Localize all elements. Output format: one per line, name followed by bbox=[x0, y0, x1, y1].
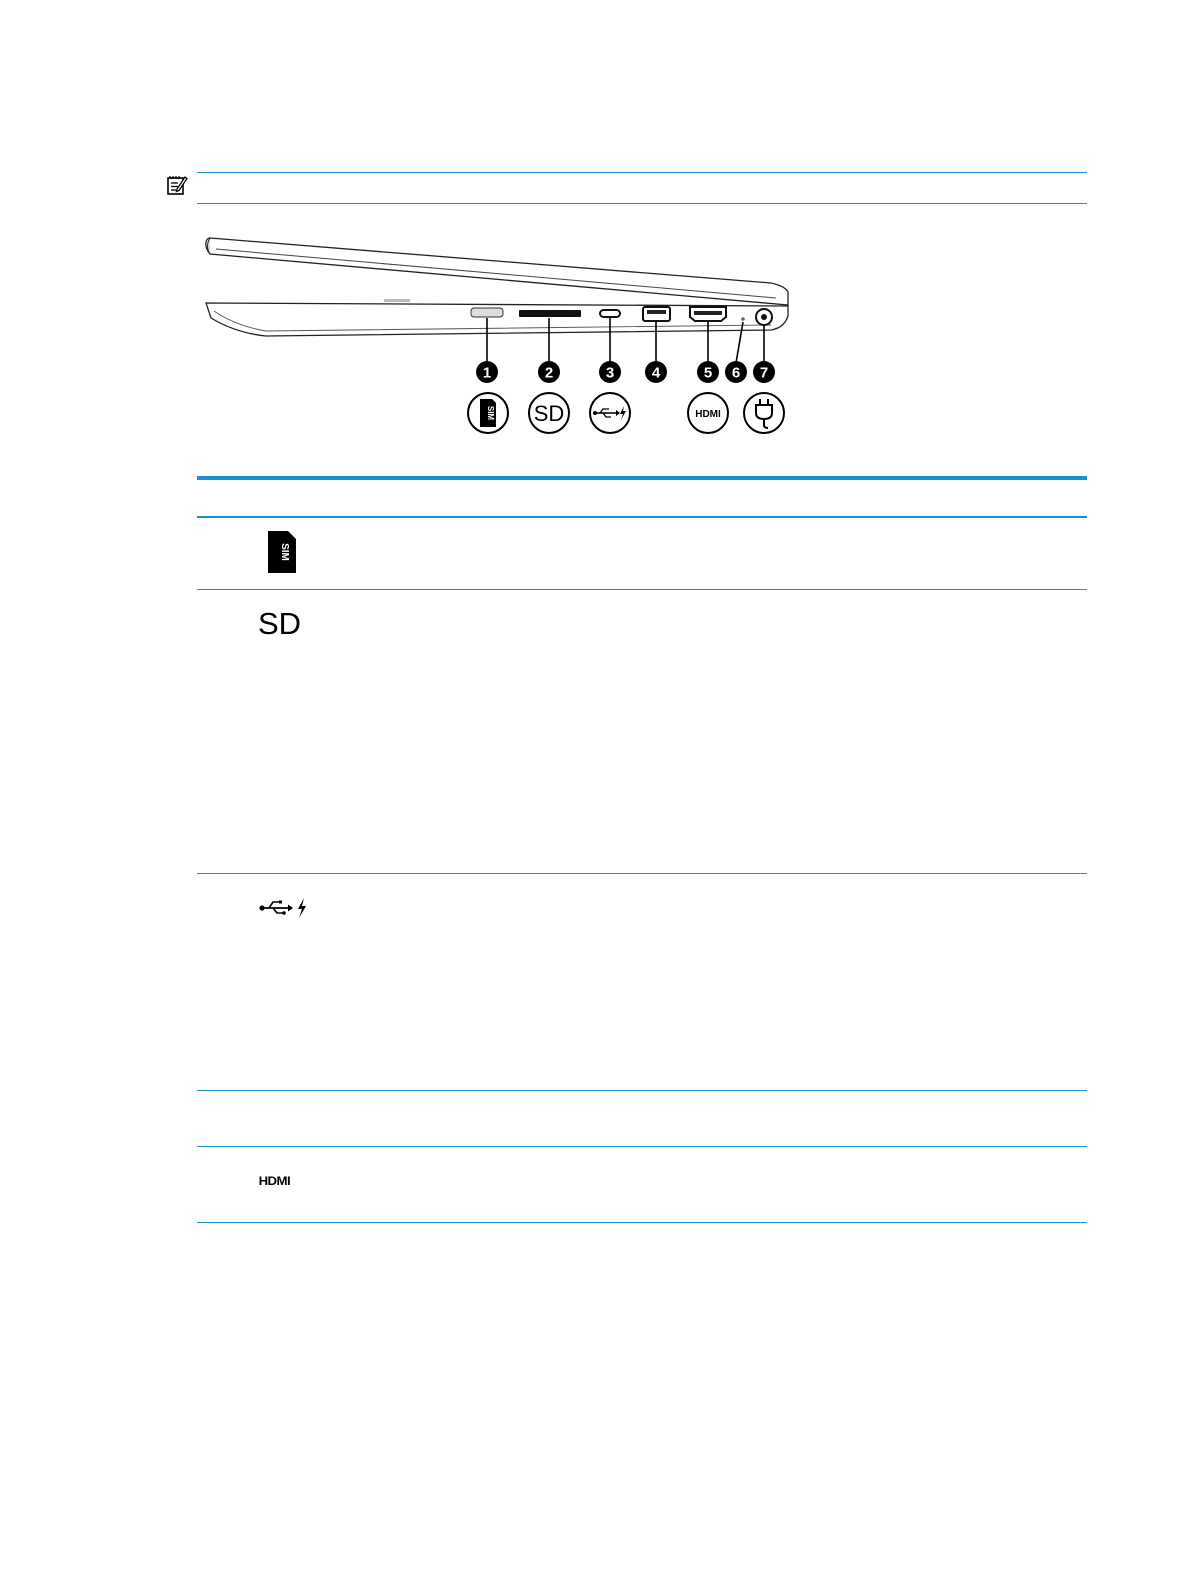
svg-text:4: 4 bbox=[651, 364, 661, 382]
callout-4 bbox=[645, 361, 667, 383]
hdmi-port bbox=[690, 307, 726, 321]
svg-text:SIM: SIM bbox=[279, 543, 290, 561]
usb-a-port bbox=[643, 307, 670, 321]
svg-text:5: 5 bbox=[703, 364, 713, 382]
hdmi-icon: HDMI bbox=[258, 1174, 291, 1188]
table-top-rule bbox=[197, 476, 1087, 480]
callout-5 bbox=[697, 361, 719, 383]
svg-text:HDMI: HDMI bbox=[695, 409, 721, 420]
table-row bbox=[266, 531, 298, 573]
sim-icon bbox=[468, 393, 508, 433]
callout-3 bbox=[599, 361, 621, 383]
hdmi-icon bbox=[688, 393, 728, 433]
sd-slot bbox=[519, 310, 581, 317]
table-row bbox=[260, 1172, 310, 1188]
row-divider-4 bbox=[197, 1146, 1087, 1147]
callout-2 bbox=[538, 361, 560, 383]
table-row bbox=[258, 604, 318, 644]
row-divider-3 bbox=[197, 1090, 1087, 1091]
table-row bbox=[258, 1100, 308, 1130]
svg-text:6: 6 bbox=[731, 364, 741, 382]
usb-power-icon bbox=[258, 896, 308, 920]
svg-text:1: 1 bbox=[482, 364, 492, 382]
callouts bbox=[476, 361, 775, 383]
note-icon bbox=[166, 174, 188, 196]
usb-power-icon bbox=[590, 393, 630, 433]
svg-text:3: 3 bbox=[605, 364, 615, 382]
sd-icon bbox=[529, 393, 569, 433]
svg-text:2: 2 bbox=[544, 364, 554, 382]
power-plug-icon bbox=[744, 393, 784, 433]
table-bottom-rule bbox=[197, 1222, 1087, 1223]
svg-text:SIM: SIM bbox=[486, 405, 495, 421]
sim-slot bbox=[471, 308, 503, 317]
note-bottom-rule bbox=[197, 203, 1087, 204]
laptop-right-side-figure bbox=[196, 228, 806, 438]
table-row bbox=[258, 896, 308, 920]
note-top-rule bbox=[197, 172, 1087, 173]
row-divider-2 bbox=[197, 873, 1087, 874]
callout-7 bbox=[753, 361, 775, 383]
svg-text:SD: SD bbox=[533, 401, 565, 426]
sim-icon bbox=[266, 531, 298, 573]
table-header-rule bbox=[197, 516, 1087, 518]
sd-icon: SD bbox=[258, 606, 302, 641]
light-indicator bbox=[741, 317, 745, 321]
usb-c-port bbox=[600, 310, 620, 317]
callout-1 bbox=[476, 361, 498, 383]
svg-text:7: 7 bbox=[759, 364, 769, 382]
power-connector bbox=[756, 309, 772, 325]
callout-6 bbox=[725, 361, 747, 383]
row-divider-1 bbox=[197, 589, 1087, 590]
